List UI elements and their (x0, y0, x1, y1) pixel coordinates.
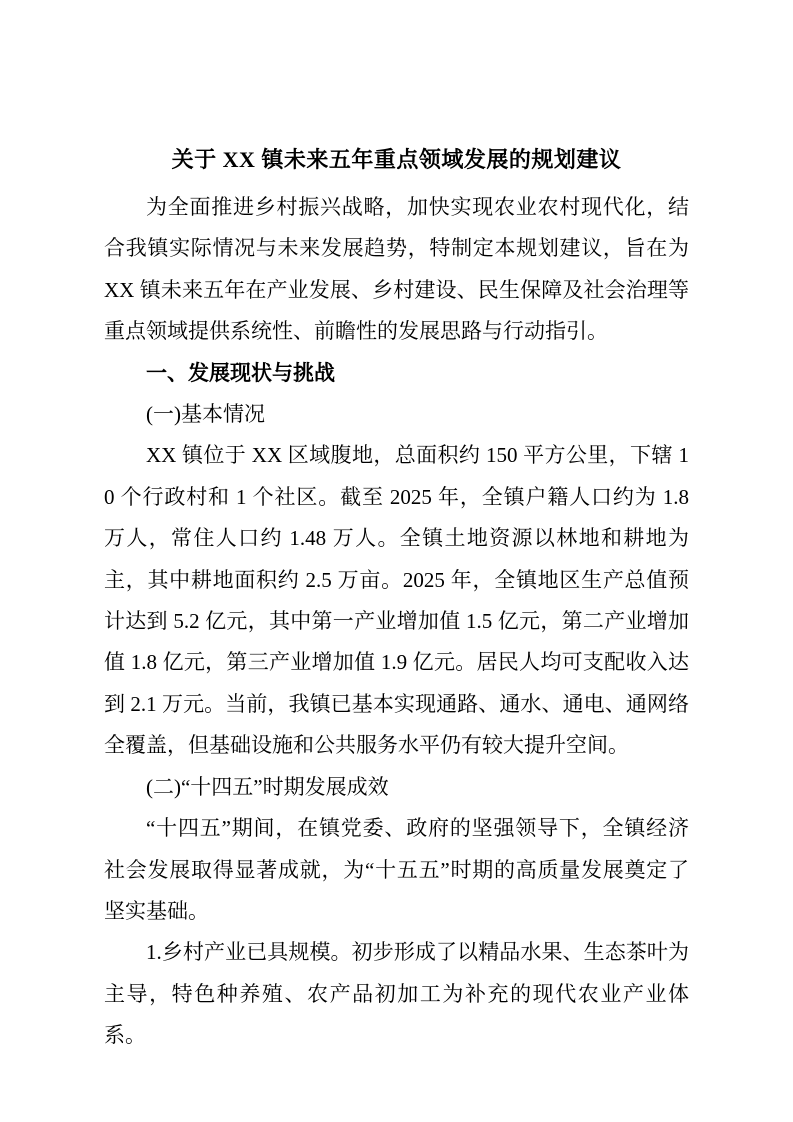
paragraph-rural-industry-scale: 1.乡村产业已具规模。初步形成了以精品水果、生态茶叶为主导，特色种养殖、农产品初加工为补充的现代农业产业体系。 (104, 940, 689, 1048)
section-heading-development-status: 一、发展现状与挑战 (146, 360, 335, 385)
paragraph-14th-fiveyear-achievements: “十四五”期间，在镇党委、政府的坚强领导下，全镇经济社会发展取得显著成就，为“十五五”时期的高质量发展奠定了坚实基础。 (104, 816, 689, 923)
document-content (104, 139, 689, 1057)
paragraph-intro: 为全面推进乡村振兴战略，加快实现农业农村现代化，结合我镇实际情况与未来发展趋势，特制定本规划建议，旨在为 XX 镇未来五年在产业发展、乡村建设、民生保障及社会治理等重点领域提供系统性、前瞻性的发展思路与行动指引。 (104, 195, 689, 344)
subsection-heading-14th-fiveyear-achievements: (二)“十四五”时期发展成效 (146, 774, 389, 799)
document-title: 关于 XX 镇未来五年重点领域发展的规划建议 (171, 147, 622, 172)
subsection-heading-basic-info: (一)基本情况 (146, 402, 265, 427)
paragraph-basic-info: XX 镇位于 XX 区域腹地，总面积约 150 平方公里，下辖 10 个行政村和 1 个社区。截至 2025 年，全镇户籍人口约为 1.8 万人，常住人口约 1.48 万人。全镇土地资源以林地和耕地为主，其中耕地面积约 2.5 万亩。2025 年，全镇地区生产总值预计达到 5.2 亿元，其中第一产业增加值 1.5 亿元，第二产业增加值 1.8 亿元，第三产业增加值 1.9 亿元。居民人均可支配收入达到 2.1 万元。当前，我镇已基本实现通路、通水、通电、通网络全覆盖，但基础设施和公共服务水平仍有较大提升空间。 (104, 443, 689, 758)
